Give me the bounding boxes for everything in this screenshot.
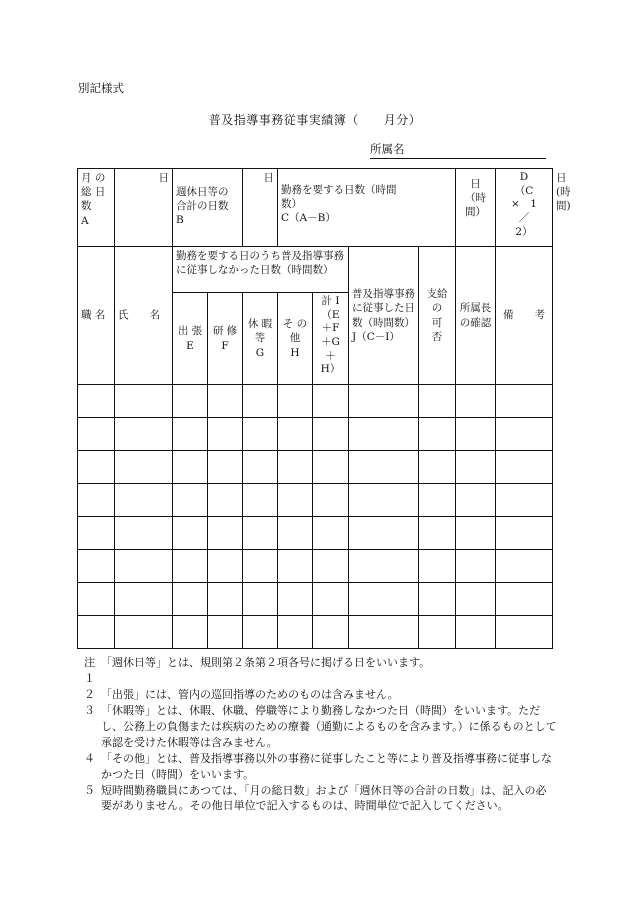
- entry-cell[interactable]: [278, 517, 313, 550]
- entry-cell[interactable]: [173, 517, 208, 550]
- note-text: 「その他」とは、普及指導事務以外の事務に従事したこと等により普及指導事務に従事しなかつた日（時間）をいいます。: [101, 751, 552, 781]
- entry-cell[interactable]: [173, 616, 208, 649]
- entry-cell[interactable]: [456, 517, 496, 550]
- entry-cell[interactable]: [419, 484, 456, 517]
- entry-cell[interactable]: [173, 418, 208, 451]
- entry-cell[interactable]: [115, 583, 173, 616]
- entry-cell[interactable]: [456, 385, 496, 418]
- note-number: ２: [84, 687, 95, 701]
- entry-cell[interactable]: [208, 451, 243, 484]
- work-days-header: 勤務を要する日数（時間 数） C（A－B）: [278, 169, 456, 247]
- entry-cell[interactable]: [78, 484, 115, 517]
- entry-cell[interactable]: [115, 418, 173, 451]
- document-title: 普及指導事務従事実績簿（ 月分）: [208, 113, 422, 127]
- entry-cell[interactable]: [78, 418, 115, 451]
- entry-cell[interactable]: [78, 583, 115, 616]
- entry-cell[interactable]: [208, 484, 243, 517]
- entry-cell[interactable]: [78, 385, 115, 418]
- entry-cell[interactable]: [278, 385, 313, 418]
- entry-cell[interactable]: [208, 583, 243, 616]
- note-item: [77, 751, 557, 783]
- note-text: 「休暇等」とは、休暇、休職、停職等により勤務しなかつた日（時間）をいいます。ただし、公務上の負傷または疾病のための療養（通勤によるものを含みます。）に係るものとして承認を受けた休暇等は含みません。: [101, 703, 557, 749]
- entry-cell[interactable]: [419, 451, 456, 484]
- entry-cell[interactable]: [313, 550, 349, 583]
- other-header: そ の 他 H: [278, 293, 313, 385]
- entry-cell[interactable]: [208, 385, 243, 418]
- holidays-day-unit: 日: [243, 169, 278, 247]
- entry-cell[interactable]: [115, 385, 173, 418]
- remarks-header: 備 考: [496, 247, 553, 385]
- entry-cell[interactable]: [419, 583, 456, 616]
- entry-cell[interactable]: [349, 517, 419, 550]
- entry-cell[interactable]: [419, 385, 456, 418]
- entry-cell[interactable]: [496, 517, 553, 550]
- entry-cell[interactable]: [496, 385, 553, 418]
- entry-cell[interactable]: [243, 583, 278, 616]
- entry-cell[interactable]: [349, 583, 419, 616]
- entry-cell[interactable]: [243, 484, 278, 517]
- entry-cell[interactable]: [173, 385, 208, 418]
- total-i-header: 計 I （E ＋F ＋G ＋ H）: [313, 293, 349, 385]
- table-row: [78, 616, 553, 649]
- entry-cell[interactable]: [419, 418, 456, 451]
- monthly-total-header: 月 の 総 日 数 A: [78, 169, 115, 247]
- entry-cell[interactable]: [496, 484, 553, 517]
- entry-cell[interactable]: [115, 451, 173, 484]
- table-row: [78, 517, 553, 550]
- entry-cell[interactable]: [349, 550, 419, 583]
- entry-cell[interactable]: [313, 418, 349, 451]
- entry-cell[interactable]: [278, 550, 313, 583]
- form-label: 別記様式: [78, 81, 124, 95]
- note-item: [77, 655, 557, 687]
- entry-cell[interactable]: [313, 517, 349, 550]
- entry-cell[interactable]: [78, 616, 115, 649]
- entry-cell[interactable]: [349, 484, 419, 517]
- note-number: ５: [84, 783, 95, 797]
- entry-cell[interactable]: [278, 616, 313, 649]
- entry-cell[interactable]: [419, 616, 456, 649]
- entry-cell[interactable]: [456, 451, 496, 484]
- note-item: [77, 687, 557, 703]
- entry-cell[interactable]: [456, 616, 496, 649]
- holidays-label: 週休日等の 合計の日数 B: [176, 186, 229, 227]
- table-row: [78, 451, 553, 484]
- notes-section: [77, 655, 557, 814]
- entry-cell[interactable]: [313, 583, 349, 616]
- entry-cell[interactable]: [278, 418, 313, 451]
- table-row: [78, 418, 553, 451]
- entry-cell[interactable]: [496, 550, 553, 583]
- entry-cell[interactable]: [243, 616, 278, 649]
- entry-cell[interactable]: [173, 451, 208, 484]
- entry-cell[interactable]: [456, 583, 496, 616]
- director-confirm-header: 所属長 の確認: [456, 247, 496, 385]
- entry-cell[interactable]: [349, 616, 419, 649]
- work-days-unit: 日 （時 間）: [456, 169, 496, 247]
- entry-cell[interactable]: [208, 418, 243, 451]
- entry-cell[interactable]: [496, 418, 553, 451]
- entry-cell[interactable]: [313, 616, 349, 649]
- d-calc-header: D （C × 1 ／ 2）: [496, 169, 553, 247]
- table-row: [78, 550, 553, 583]
- entry-cell[interactable]: [313, 451, 349, 484]
- entry-cell[interactable]: [173, 550, 208, 583]
- non-extension-group-header: 勤務を要する日のうち普及指導事務に従事しなかった日数（時間数）: [173, 247, 349, 293]
- note-item: [77, 783, 557, 815]
- table-row: [78, 385, 553, 418]
- note-number: ４: [84, 751, 95, 765]
- payment-header: 支給の 可 否: [419, 247, 456, 385]
- note-number: ３: [84, 703, 95, 717]
- entry-cell[interactable]: [78, 550, 115, 583]
- entry-cell[interactable]: [456, 550, 496, 583]
- note-item: [77, 703, 557, 751]
- entry-cell[interactable]: [243, 418, 278, 451]
- entry-cell[interactable]: [313, 484, 349, 517]
- holidays-header: [173, 169, 243, 247]
- note-text: 短時間勤務職員にあつては、「月の総日数」および「週休日等の合計の日数」は、記入の必要がありません。その他日単位で記入するものは、時間単位で記入してください。: [101, 783, 547, 813]
- entry-cell[interactable]: [115, 517, 173, 550]
- entry-cell[interactable]: [349, 451, 419, 484]
- entry-cell[interactable]: [208, 550, 243, 583]
- entry-cell[interactable]: [243, 517, 278, 550]
- entry-cell[interactable]: [313, 385, 349, 418]
- entry-cell[interactable]: [349, 385, 419, 418]
- entry-cell[interactable]: [278, 484, 313, 517]
- training-header: 研 修 F: [208, 293, 243, 385]
- entry-cell[interactable]: [419, 517, 456, 550]
- position-header: 職 名: [78, 247, 115, 385]
- note-text: 「出張」には、管内の巡回指導のためのものは含みません。: [101, 687, 399, 701]
- table-row: [78, 583, 553, 616]
- extension-days-header: 普及指導事務 に従事した日 数（時間数） J（C－I）: [349, 247, 419, 385]
- business-trip-header: 出 張 E: [173, 293, 208, 385]
- note-number: 注１: [84, 656, 95, 685]
- entry-cell[interactable]: [115, 484, 173, 517]
- entry-cell[interactable]: [243, 451, 278, 484]
- entry-cell[interactable]: [208, 616, 243, 649]
- entry-cell[interactable]: [173, 484, 208, 517]
- entry-cell[interactable]: [278, 583, 313, 616]
- entry-cell[interactable]: [496, 616, 553, 649]
- entry-cell[interactable]: [496, 451, 553, 484]
- affiliation-field[interactable]: 所属名: [370, 141, 546, 159]
- entry-cell[interactable]: [278, 451, 313, 484]
- name-header: 氏 名: [115, 247, 173, 385]
- entry-cell[interactable]: [173, 583, 208, 616]
- entry-cell[interactable]: [456, 484, 496, 517]
- record-table: 月 の 総 日 数 A 日 週休日等の 合計の日数 B 日 勤務を要する日数（時間 数） C（A－B） 日 （時 間） D （C × 1 ／ 2） 日 (時間) 職 名 氏 名 勤務を要する日のうち普及指導事務に従事しなかった日数（時間数） 普及指導事務 に従事した日 数（時間数） J（C－I） 支給の 可 否 所属長 の確認 備 考 出 張 E 研 修 F 休 暇 等 G そ の 他 H 計 I （E ＋F ＋G ＋ H）: [77, 168, 553, 649]
- leave-header: 休 暇 等 G: [243, 293, 278, 385]
- entry-cell[interactable]: [115, 616, 173, 649]
- entry-cell[interactable]: [243, 550, 278, 583]
- entry-cell[interactable]: [243, 385, 278, 418]
- entry-cell[interactable]: [419, 550, 456, 583]
- entry-rows: [78, 385, 553, 649]
- entry-cell[interactable]: [456, 418, 496, 451]
- entry-cell[interactable]: [78, 517, 115, 550]
- entry-cell[interactable]: [115, 550, 173, 583]
- entry-cell[interactable]: [78, 451, 115, 484]
- monthly-total-day-unit: 日: [115, 169, 173, 247]
- entry-cell[interactable]: [208, 517, 243, 550]
- entry-cell[interactable]: [496, 583, 553, 616]
- note-text: 「週休日等」とは、規則第２条第２項各号に掲げる日をいいます。: [101, 656, 431, 669]
- entry-cell[interactable]: [349, 418, 419, 451]
- table-row: [78, 484, 553, 517]
